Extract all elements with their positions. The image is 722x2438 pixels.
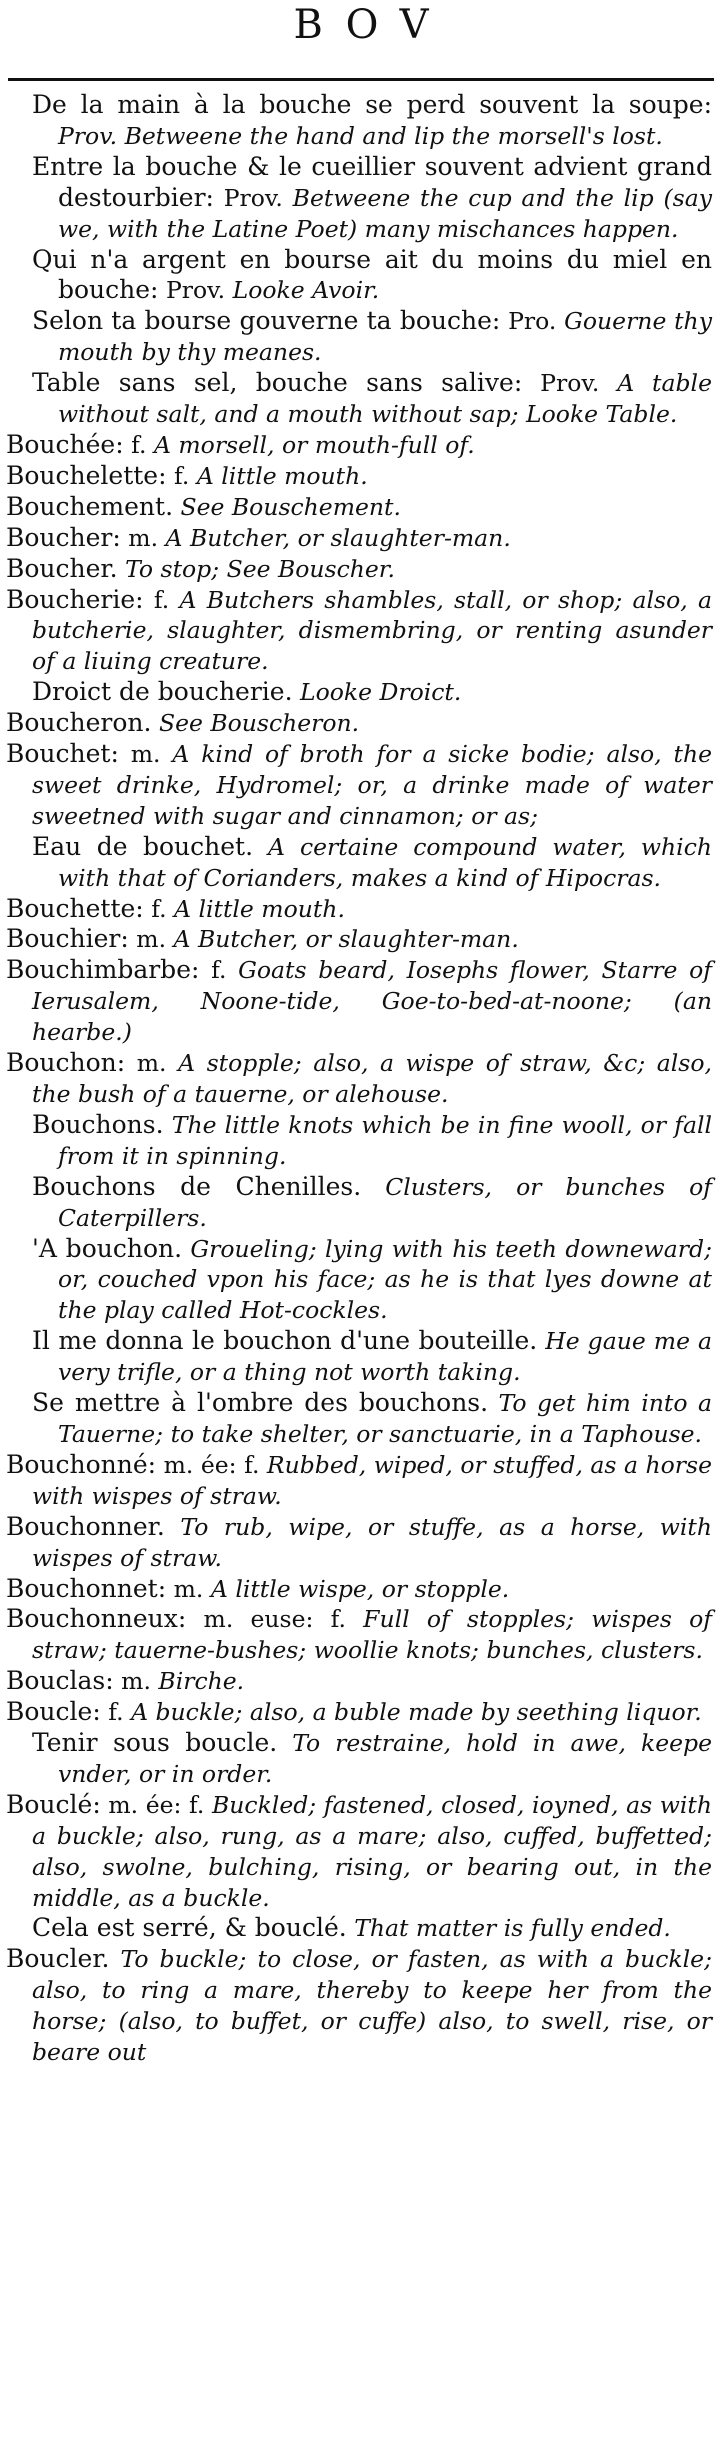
entry-headword: Bouchimbarbe:: [6, 955, 200, 985]
entry-headword: Bouchonnet:: [6, 1573, 167, 1603]
dictionary-entry: [6, 708, 712, 739]
entry-definition: Birche.: [158, 1667, 245, 1696]
entry-grammar: Prov.: [540, 369, 600, 398]
entry-definition: Clusters, or bunches of Caterpillers.: [58, 1172, 712, 1232]
sub-entry: [6, 1326, 712, 1388]
sub-entry: [6, 368, 712, 430]
entry-grammar: m. euse: f.: [203, 1605, 346, 1634]
dictionary-entry: [6, 461, 712, 492]
dictionary-entry: [6, 1604, 712, 1666]
running-head-word: BOV: [293, 2, 451, 48]
sub-entry: [6, 832, 712, 894]
entry-headword: Bouchier:: [6, 924, 129, 954]
entry-grammar: m.: [130, 740, 161, 769]
entry-grammar: f.: [153, 585, 170, 614]
entry-headword: Bouchons de Chenilles.: [32, 1171, 362, 1201]
entry-grammar: m. ée: f.: [108, 1790, 205, 1819]
entry-grammar: m.: [128, 523, 159, 552]
entry-definition: A little mouth.: [174, 894, 345, 923]
sub-entry: [6, 90, 712, 152]
header-rule: [8, 78, 714, 81]
entry-grammar: m.: [121, 1667, 151, 1696]
dictionary-entry: [6, 430, 712, 461]
dictionary-entry: [6, 1512, 712, 1574]
entry-grammar: f.: [131, 430, 147, 459]
entry-definition: To buckle; to close, or fasten, as with a buckle; also, to ring a mare, thereby to keepe her from the horse; (also, to buffet, or cuffe) also, to swell, rise, or beare out: [32, 1945, 712, 2067]
sub-entry: [6, 677, 712, 708]
entry-definition: A buckle; also, a buble made by seething liquor.: [131, 1698, 702, 1727]
entry-headword: Table sans sel, bouche sans salive:: [32, 368, 523, 398]
entry-grammar: m. ée: f.: [163, 1450, 260, 1479]
entry-headword: Droict de boucherie.: [32, 677, 293, 707]
dictionary-entry: [6, 523, 712, 554]
entry-definition: A stopple; also, a wispe of straw, &c; also, the bush of a tauerne, or alehouse.: [32, 1049, 712, 1108]
entry-grammar: f.: [174, 461, 190, 490]
entry-definition: A little wispe, or stopple.: [210, 1574, 510, 1603]
sub-entry: [6, 1172, 712, 1234]
entry-definition: To rub, wipe, or stuffe, as a horse, with wispes of straw.: [32, 1512, 712, 1572]
entry-headword: Qui n'a argent en bourse ait du moins du miel en bouche:: [32, 244, 712, 305]
entry-grammar: m.: [136, 1049, 167, 1078]
dictionary-entry: [6, 739, 712, 832]
entry-grammar: f.: [211, 956, 227, 985]
entry-headword: Boucher.: [6, 553, 118, 583]
entry-headword: Boucle:: [6, 1697, 101, 1727]
entry-definition: Rubbed, wiped, or stuffed, as a horse with wispes of straw.: [32, 1450, 712, 1510]
dictionary-entry: [6, 1944, 712, 2068]
entry-headword: Boucherie:: [6, 584, 144, 614]
entry-definition: That matter is fully ended.: [354, 1914, 671, 1943]
dictionary-entry: [6, 1790, 712, 1914]
dictionary-entry: [6, 924, 712, 955]
entry-grammar: Prov.: [223, 183, 283, 212]
entry-headword: Bouchonneux:: [6, 1604, 187, 1634]
entry-definition: To get him into a Tauerne; to take shelter, or sanctuarie, in a Taphouse.: [58, 1389, 712, 1448]
dictionary-entry: [6, 955, 712, 1048]
entry-grammar: f.: [151, 894, 167, 923]
entry-definition: A little mouth.: [196, 461, 368, 490]
entry-definition: Looke Droict.: [300, 678, 462, 707]
entry-definition: See Bouschement.: [180, 492, 401, 521]
entry-list: [6, 90, 712, 2068]
entry-definition: He gaue me a very trifle, or a thing not worth taking.: [58, 1327, 712, 1387]
entry-grammar: Pro.: [508, 307, 557, 336]
entry-definition: See Bouscheron.: [158, 709, 360, 738]
entry-headword: Bouchée:: [6, 429, 124, 459]
entry-definition: To restraine, hold in awe, keepe vnder, or in order.: [58, 1729, 712, 1788]
entry-headword: Cela est serré, & bouclé.: [32, 1913, 347, 1943]
running-head: [0, 0, 722, 70]
entry-definition: A kind of broth for a sicke bodie; also, the sweet drinke, Hydromel; or, a drinke made of water sweetned with sugar and cinnamon; or as;: [32, 740, 712, 830]
entry-definition: A Butcher, or slaughter-man.: [173, 925, 519, 954]
entry-headword: Bouchonner.: [6, 1511, 165, 1541]
entry-headword: Il me donna le bouchon d'une bouteille.: [32, 1326, 538, 1356]
entry-definition: A table without salt, and a mouth without sap; Looke Table.: [58, 369, 712, 429]
sub-entry: [6, 1728, 712, 1790]
entry-grammar: f.: [108, 1698, 124, 1727]
dictionary-entry: [6, 1450, 712, 1512]
entry-headword: Boucher:: [6, 522, 121, 552]
entry-grammar: m.: [173, 1574, 204, 1603]
entry-headword: Bouchon:: [6, 1048, 126, 1078]
entry-headword: Se mettre à l'ombre des bouchons.: [32, 1388, 489, 1418]
entry-headword: Bouchelette:: [6, 460, 167, 490]
entry-definition: A certaine compound water, which with that of Corianders, makes a kind of Hipocras.: [58, 832, 712, 892]
sub-entry: [6, 306, 712, 368]
entry-headword: Bouclé:: [6, 1789, 101, 1819]
dictionary-entry: [6, 1574, 712, 1605]
sub-entry: [6, 1913, 712, 1944]
entry-definition: Looke Avoir.: [232, 276, 380, 305]
entry-headword: Bouchet:: [6, 739, 119, 769]
entry-definition: A Butchers shambles, stall, or shop; also, a butcherie, slaughter, dismembring, or renting asunder of a liuing creature.: [32, 585, 712, 676]
entry-definition: Goats beard, Iosephs flower, Starre of Ierusalem, Noone-tide, Goe-to-bed-at-noone; (an hearbe.): [32, 956, 712, 1047]
entry-definition: The little knots which be in fine wooll, or fall from it in spinning.: [58, 1110, 712, 1170]
entry-definition: Buckled; fastened, closed, ioyned, as with a buckle; also, rung, as a mare; also, cuffed, buffetted; also, swolne, bulching, rising, or bearing out, in the middle, as a buckle.: [32, 1790, 712, 1912]
entry-grammar: m.: [136, 925, 167, 954]
dictionary-entry: [6, 894, 712, 925]
entry-definition: To stop; See Bouscher.: [125, 554, 395, 583]
entry-headword: Bouchons.: [32, 1109, 164, 1139]
dictionary-entry: [6, 1697, 712, 1728]
dictionary-entry: [6, 1666, 712, 1697]
entry-headword: 'A bouchon.: [32, 1233, 183, 1263]
entry-headword: Eau de bouchet.: [32, 831, 254, 861]
entry-definition: A morsell, or mouth-full of.: [153, 430, 475, 459]
sub-entry: [6, 1234, 712, 1327]
dictionary-entry: [6, 585, 712, 678]
sub-entry: [6, 245, 712, 307]
entry-headword: Bouclas:: [6, 1666, 114, 1696]
entry-grammar: Prov.: [165, 276, 226, 305]
sub-entry: [6, 1110, 712, 1172]
sub-entry: [6, 152, 712, 245]
entry-definition: Betweene the cup and the lip (say we, with the Latine Poet) many mischances happen.: [58, 183, 712, 243]
entry-definition: A Butcher, or slaughter-man.: [165, 523, 511, 552]
dictionary-entry: [6, 1048, 712, 1110]
entry-headword: De la main à la bouche se perd souvent la soupe:: [32, 90, 712, 119]
dictionary-entry: [6, 492, 712, 523]
entry-definition: Gouerne thy mouth by thy meanes.: [58, 307, 712, 367]
entry-definition: Prov. Betweene the hand and lip the morsell's lost.: [58, 121, 663, 150]
entry-headword: Selon ta bourse gouverne ta bouche:: [32, 306, 501, 336]
entry-headword: Tenir sous boucle.: [32, 1728, 278, 1758]
dictionary-entry: [6, 554, 712, 585]
entry-headword: Entre la bouche & le cueillier souvent advient grand destourbier:: [32, 151, 712, 212]
entry-headword: Boucheron.: [6, 708, 152, 738]
entry-headword: Bouchette:: [6, 893, 144, 923]
entry-headword: Bouchonné:: [6, 1449, 157, 1479]
entry-definition: Groueling; lying with his teeth downeward; or, couched vpon his face; as he is that lyes downe at the play called Hot-cockles.: [58, 1234, 712, 1325]
entry-headword: Boucler.: [6, 1944, 110, 1974]
entry-headword: Bouchement.: [6, 491, 174, 521]
entry-definition: Full of stopples; wispes of straw; tauerne-bushes; woollie knots; bunches, clusters.: [32, 1605, 712, 1665]
sub-entry: [6, 1388, 712, 1450]
